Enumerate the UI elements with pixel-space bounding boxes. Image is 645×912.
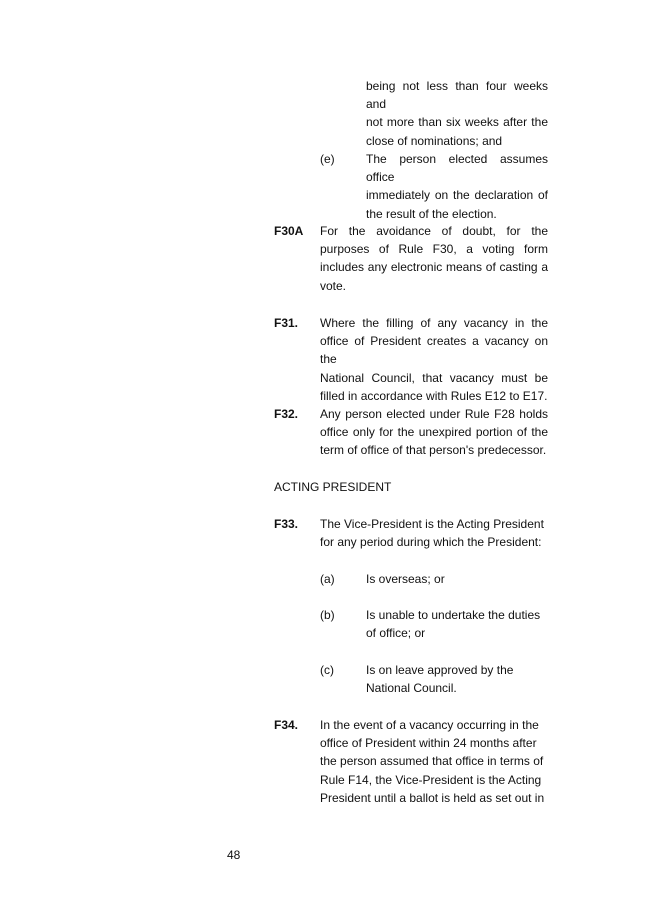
rule-f34-text: [320, 716, 552, 807]
item-c-label: (c): [320, 663, 334, 677]
text-line: not more than six weeks after the: [366, 115, 548, 130]
rule-number-f30a: F30A: [274, 224, 304, 238]
text-line: The person elected assumes office: [366, 152, 548, 185]
text-line: office only for the unexpired portion of the: [320, 425, 548, 440]
text-line: close of nominations; and: [366, 133, 503, 148]
page-number: 48: [227, 848, 241, 862]
section-heading: ACTING PRESIDENT: [274, 480, 392, 494]
text-line: Is overseas; or: [366, 572, 445, 586]
text-line: filled in accordance with Rules E12 to E17.: [320, 388, 548, 403]
text-line: immediately on the declaration of: [366, 188, 548, 203]
rule-f33-text: [320, 515, 550, 551]
text-line: being not less than four weeks and: [366, 79, 548, 112]
item-b-text: [366, 606, 556, 642]
rule-number-f31: F31.: [274, 316, 299, 330]
text-line: President until a ballot is held as set out in: [320, 790, 545, 805]
text-line: Is unable to undertake the duties: [366, 608, 541, 622]
text-line: of office; or: [366, 626, 426, 641]
rule-f30a-text: [320, 222, 548, 295]
item-b-label: (b): [320, 608, 335, 622]
item-e-text: [366, 150, 548, 223]
rule-number-f32: F32.: [274, 407, 299, 421]
text-line: includes any electronic means of casting a: [320, 260, 548, 275]
item-a-text: [366, 570, 556, 588]
text-line: Rule F14, the Vice-President is the Acting: [320, 772, 542, 787]
text-line: Where the filling of any vacancy in the: [320, 316, 548, 330]
text-line: term of office of that person's predecessor.: [320, 443, 547, 458]
text-line: vote.: [320, 278, 347, 293]
text-line: Any person elected under Rule F28 holds: [320, 407, 548, 421]
item-c-text: [366, 661, 556, 697]
rule-f31-text: [320, 314, 548, 405]
rule-f32-text: [320, 405, 548, 460]
text-line: National Council.: [366, 681, 457, 696]
text-line: Is on leave approved by the: [366, 663, 514, 677]
text-line: For the avoidance of doubt, for the: [320, 224, 548, 238]
rule-number-f33: F33.: [274, 517, 299, 531]
text-line: purposes of Rule F30, a voting form: [320, 242, 548, 257]
text-line: office of President within 24 months after: [320, 736, 537, 751]
text-line: The Vice-President is the Acting President: [320, 517, 544, 531]
text-line: the result of the election.: [366, 206, 497, 221]
item-a-label: (a): [320, 572, 335, 586]
text-line: office of President creates a vacancy on the: [320, 334, 548, 367]
text-line: National Council, that vacancy must be: [320, 370, 548, 385]
text-line: for any period during which the President:: [320, 535, 542, 550]
text-line: In the event of a vacancy occurring in the: [320, 718, 539, 732]
continued-paragraph: [366, 77, 548, 150]
item-e-label: (e): [320, 152, 335, 166]
rule-number-f34: F34.: [274, 718, 299, 732]
text-line: the person assumed that office in terms of: [320, 754, 544, 769]
